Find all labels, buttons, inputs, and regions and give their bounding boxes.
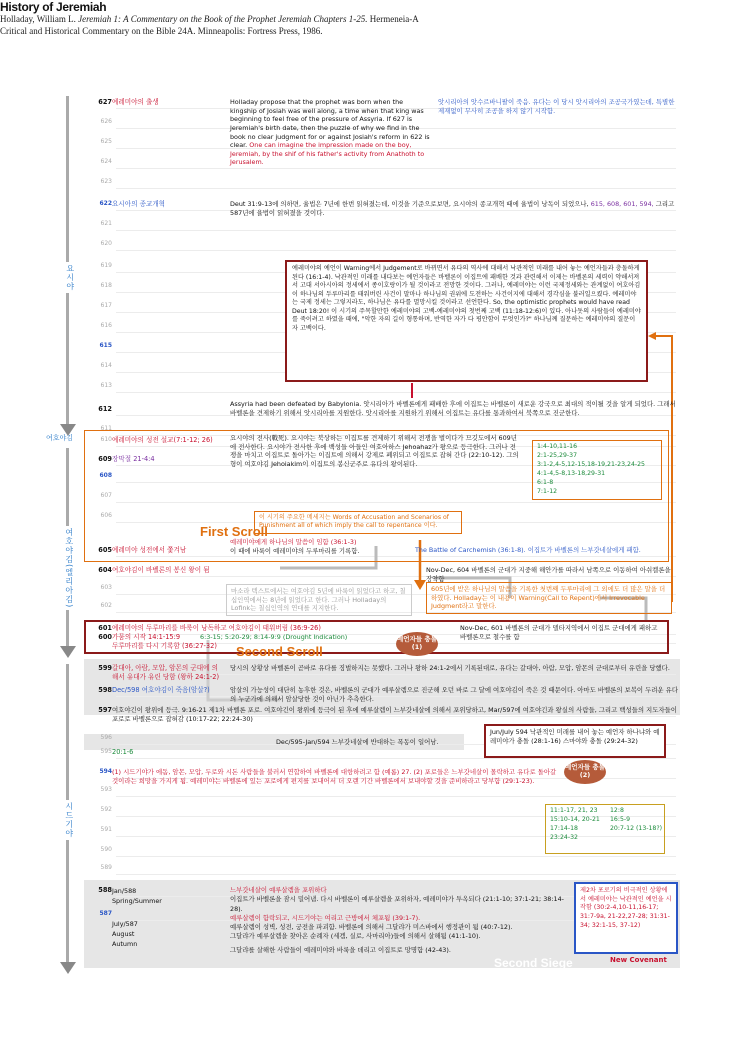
text-605-a: 예레미야에게 하나님의 말씀이 임함 (36:1-3) <box>230 538 357 546</box>
year-611: 611 <box>100 425 112 432</box>
text-601: Nov-Dec, 601 바벨론의 군대가 델타지역에서 이집트 군대에게 패하고 바벨론으로 철수를 함 <box>460 624 658 641</box>
text-605-c: The Battle of Carchemish (36:1-8). 이집트가 바벨론의 느부갓네살에게 패함. <box>415 546 641 554</box>
event-604: 여호야김이 바벨론의 봉신 왕이 됨 <box>112 566 210 574</box>
text-605-b: 이 때에 바룩이 예레미야의 두루마리를 기록함. <box>230 546 360 555</box>
year-607: 607 <box>100 492 112 499</box>
date-587-aug: August <box>112 929 135 938</box>
year-591: 591 <box>100 826 112 833</box>
year-590: 590 <box>100 846 112 853</box>
year-617: 617 <box>100 302 112 309</box>
year-624: 624 <box>100 158 112 165</box>
prophets-clash-1: 예언자들 충돌 (1) <box>396 632 438 656</box>
ref-593-3: 23:24-32 <box>550 833 578 841</box>
year-612: 612 <box>98 405 112 413</box>
text-597: 여호야긴이 왕위에 등극. 9:16-21 제1차 바벨론 포로. 여호야긴이 왕위에 등극이 된 후에 예루살렘이 느부갓네살에 의해서 포위당하고, Mar/597에 여호야긴과 왕실의 사람들, 그리고 백성들의 지도자들이 포로로 바벨론으로 잡혀감 (10:17-22; 22:24-30) <box>112 706 677 723</box>
period-jehoiakim-vlabel: 여호야김(엘리아김) <box>64 528 74 609</box>
text-595-box: Jun/July 594 낙관적인 미래를 내어 놓는 예언자 하나냐와 예레미야가 충돌 (28:1-16) 스마야와 충돌 (29:24-32) <box>490 728 660 745</box>
text-587-r4: 그달랴를 살해한 사람들이 예레미야와 바룩을 데리고 이집트로 망명함 (42-43). <box>230 945 451 954</box>
text-627-red: One can imagine the impression made on the boy, Jeremiah, by the shif of his father's activity from Anathoth to Jerusalem. <box>230 141 425 167</box>
year-609: 609 <box>98 455 112 463</box>
year-627: 627 <box>98 98 112 106</box>
date-588-spring: Spring/Summer <box>112 897 162 906</box>
year-593: 593 <box>100 786 112 793</box>
ref-593-2: 17:14-18 <box>550 824 578 832</box>
ref-609-0: 1:4-10,11-16 <box>537 443 578 450</box>
event-609: 예레미야의 성전 설교(7:1-12; 26) <box>112 436 213 444</box>
text-588-r1: 느부갓네살이 예루살렘을 포위하다 <box>230 886 327 894</box>
second-siege-label: Second Siege <box>494 956 573 970</box>
year-613: 613 <box>100 382 112 389</box>
text-622-a: Deut 31:9-13에 의하면, 율법은 7년에 한번 읽혀졌는데, 이것을 기준으로보면, 요시야의 종교개혁 때에 율법이 낭독이 되었으나, <box>230 200 589 208</box>
text-612 <box>230 400 680 417</box>
event-598: Dec/598 여호야김이 죽음(암살?) <box>112 686 210 694</box>
refs-609 <box>532 440 662 500</box>
ref-609-5: 7:1-12 <box>537 487 558 495</box>
text-622-c: 그리고 587년에 율법이 읽혀졌을 것이다. <box>230 200 675 217</box>
year-608: 608 <box>99 472 112 479</box>
ref-593-0: 11:1-17, 21, 23 <box>550 807 598 814</box>
ref-609-4: 6:1-8 <box>537 478 554 486</box>
period-josiah-label: 요시야 <box>65 264 75 291</box>
event-600: 가뭄의 시작 14:1-15:9 <box>112 633 181 641</box>
citation-book: Jeremiah 1: A Commentary on the Book of the Prophet Jeremiah Chapters 1-25. <box>78 14 368 24</box>
text-596: Dec/595-Jan/594 느부갓네살에 반대하는 폭동이 일어남. <box>276 738 439 746</box>
first-scroll-label: First Scroll <box>200 524 268 539</box>
year-622: 622 <box>99 200 112 207</box>
ref-609-3: 4:1-4,5-8,13-18,29-31 <box>537 469 606 477</box>
text-588-events <box>230 886 570 955</box>
text-609: 요시야의 전사(戰死). 요시야는 북상하는 이집트를 견제하기 위해서 전쟁을 벌이다가 므깃도에서 609년에 전사한다. 요시야가 전사한 후에 백성들 아들인 여호아하스 Jehoahaz가 왕으로 등극한다. 그러나 전쟁을 마치고 이집트로 돌아가는 이집트에 의해서 강제로 폐위되고 이집트로 잡혀 간다 (22:10-12). 그의 형이 여호야김 Jehoiakim이 이집트의 봉신군주로 유다의 왕이된다. <box>230 434 519 468</box>
event-627: 예레미야의 출생 <box>112 98 159 106</box>
year-604: 604 <box>98 566 112 574</box>
year-625: 625 <box>100 138 112 145</box>
event-600c: 두루마리를 다시 기록함 (36:27-32) <box>112 642 217 650</box>
year-600: 600 <box>98 633 112 641</box>
year-619: 619 <box>100 262 112 269</box>
ref-609-2: 3:1-2,4-5,12-15,18-19,21-23,24-25 <box>537 460 645 468</box>
ref-593-4: 12:8 <box>610 807 624 814</box>
box-615-text: 예레미야의 예언이 Warning에서 Judgement로 바뀌면서 유다의 역사에 대해서 낙관적인 미래를 내어 놓는 예언자들과 충돌하게 된다 (16:1-4). 낙관적인 미래를 내다보는 예언자들은 바벨론이 이집트에 패배한 것과 관련해서 이제는 바벨론의 세력이 약해서져서 고대 서아시아의 정세에서 종이호랑이가 될 것이라고 전망한 것이다. 그러나, 예레미야는 이런 국제정세와는 관계없이 여호아김이 하나님의 두루마리를 태워버린 사건이 말마나 하나님의 권위에 도전하는 사건이지에 대해서 경각심을 불러일으켰다. 예레미야는 국제 정세는 그렇지라도, 하나님은 유다를 멸망시킬 것이라고 선언한다. So, the optimistic prophets would have read Deut 18:20! 이 시기의 주목할만한 예레미야의 고백-예레미야의 첫번째 고백 (11:18-12:6)이 있다. 아나돗의 사람들이 예레미야를 죽이려고 하였을 때에, "악한 자의 길이 형통하며, 반역한 자가 다 평안함이 무엇인가?" 하나님께 질문하는 예레미야의 질문이자 고백이다. <box>292 265 641 332</box>
year-620: 620 <box>100 240 112 247</box>
text-587-r1: 예루살렘이 함락되고, 시드기야는 여리고 근방에서 체포됨 (39:1-7). <box>230 913 421 922</box>
year-615: 615 <box>99 342 112 349</box>
box-587-text: 제2차 포로기의 비극적인 상황에서 예레미야는 낙관적인 예언을 시작함 (30:2-4,10-11,16-17; 31:7-9a, 21-22,27-28; 31:31-34; 32:1-15, 37-12) <box>580 887 672 929</box>
prophets-clash-2: 예언자들 충돌 (2) <box>564 760 606 784</box>
text-627-en: Holladay propose that the prophet was born when the kingship of Josiah was well along, a time when that king was beginning to feel free of the pressure of Assyria. If 627 is Jeremiah's birth date, then the puzzle of why we find in the book no clear judgment for or against Josiah's reform in 622 is clear. <box>230 98 430 150</box>
page-title: History of Jeremiah <box>0 0 107 14</box>
year-596: 596 <box>100 734 112 741</box>
year-589: 589 <box>100 864 112 871</box>
text-588-r2: 이집트가 바벨론을 잠시 밀어냄. 다시 바벨론이 예루살렘을 포위하자, 예레미야가 투옥되다 (21:1-10; 37:1-21; 38:14-28). <box>230 895 564 913</box>
date-587-autumn: Autumn <box>112 940 138 948</box>
box-595 <box>484 724 666 758</box>
year-598: 598 <box>98 686 112 694</box>
ref-593-6: 20:7-12 (13-18?) <box>610 824 663 832</box>
text-599: 당시의 상황상 바벨론이 곧바로 유다를 징벌하지는 못했다. 그러나 왕하 24:1-2에서 기록된대로, 유다는 갈대아, 아람, 모압, 암몬의 군대로부터 유린을 당했다. <box>230 664 670 672</box>
event-595: 20:1-6 <box>112 748 134 756</box>
event-601: 예레미야의 두루마리를 바룩이 낭독하고 여호야김이 태워버림 (36:9-26) <box>112 624 321 632</box>
text-602-gray: 마소라 텍스트에서는 여호야김 5년에 바룩이 읽었다고 하고, 칠십인역에서는 8년에 읽었다고 한다. 그러나 Holladay의 Lofink는 칠십인역의 연대를 지지한다. <box>226 584 412 616</box>
event-599: 갈대아, 아람, 모압, 암몬의 군대에 의해서 유대가 유린 당함 (왕하 24:1-2) <box>112 664 220 681</box>
refs-593-col1 <box>550 807 600 843</box>
period-jehoiakim-label: 여호야김 <box>46 434 74 442</box>
new-covenant-label: New Covenant <box>610 956 667 964</box>
year-623: 623 <box>100 178 112 185</box>
citation-author: Holladay, William L. <box>0 14 79 24</box>
text-588-dates <box>112 886 162 949</box>
box-587 <box>574 882 678 954</box>
year-610: 610 <box>100 436 112 443</box>
year-621: 621 <box>100 220 112 227</box>
year-592: 592 <box>100 806 112 813</box>
refs-593-col2 <box>610 807 662 834</box>
event-600b: 6:3-15; 5:20-29; 8:14-9:9 (Drought Indication) <box>200 633 348 641</box>
year-595: 595 <box>100 748 112 755</box>
ref-593-1: 15:10-14, 20-21 <box>550 815 600 823</box>
second-scroll-label: Second Scroll <box>236 644 323 659</box>
text-594: (1) 시드기야가 에돔, 암몬, 모압, 두로와 시돈 사람들을 불러서 연합하여 바벨론에 대항하려고 함 (예롬) 27. (2) 포로들은 느부갓네살이 몰락하고 유다로 돌아갈 것이라는 희망을 가지게 됨. 예레미야는 바벨론에 있는 포로에게 편지를 보내어서 더 오랜 기간 바벨론에서 보내야할 것을 준비하라고 당부함 (29:1-23). <box>112 768 557 785</box>
year-605: 605 <box>98 546 112 554</box>
citation-rest: Hermeneia-A Critical and Historical Commentary on the Bible 24A. Minneapolis: Fortress Press, 1986. <box>0 14 419 36</box>
date-587-july: July/587 <box>112 919 138 928</box>
text-605 <box>230 538 430 555</box>
event-608: 장막절 21-4:4 <box>112 455 155 463</box>
year-616: 616 <box>100 322 112 329</box>
text-627-k: 앗시리아의 앗수르바니팔이 죽음. 유다는 이 당시 앗시리아의 조공국가였는데, 특별한 제재없이 무사히 조공을 하지 않기 시작함. <box>438 98 675 115</box>
ref-593-5: 16:5-9 <box>610 815 631 823</box>
year-588: 588 <box>98 886 112 894</box>
year-614: 614 <box>100 362 112 369</box>
date-588-jan: Jan/588 <box>112 887 137 895</box>
year-603: 603 <box>100 584 112 591</box>
text-598: 암살의 가능성이 대단히 농후한 것은, 바벨론의 군대가 예루살렘으로 진군해 오던 바로 그 달에 여호야김이 죽은 것 때문이다. 아마도 바벨론의 보복이 두려운 유다의 누군가에 의해서 암살당한 것이 아닌가 추측한다. <box>230 686 678 703</box>
year-602: 602 <box>100 602 112 609</box>
event-622: 요시아의 종교개혁 <box>112 200 166 208</box>
refs-593 <box>545 804 665 854</box>
text-603: 605년에 받은 하나님의 말씀을 기록한 첫번째 두루마리에 그 외에도 더 많은 말을 더하였다. Holladay는 이 내용이 Warning(Call to Repent)에서 Irrevocable Judgment라고 말한다. <box>426 582 672 614</box>
text-587-r2: 예루살렘이 성벽, 성전, 궁전을 파괴함. 바벨론에 의해서 그달랴가 미스바에서 행정관이 됨 (40:7-12). <box>230 923 513 932</box>
text-612-a: Assyria had been defeated by Babylonia. 앗시리아가 바벨론에게 패배한 후에 이집트는 바벨론이 새로운 강국으로 최대의 적이될 것을 알게 되었다. 그래서 바벨론을 견제하기 위해서 앗시리아를 지원한다. 앗시리아를 지원하기 위해서 이집트는 유다를 통과하여서 북쪽으로 진군한다. <box>230 400 676 417</box>
year-606: 606 <box>100 512 112 519</box>
text-587-r3: 그달랴가 예루살렘을 찾아온 순례자 (세겜, 실로, 사마리아)들에 의해서 살해됨 (41:1-10). <box>230 932 481 941</box>
event-605: 예레미야 성전에서 쫓겨남 <box>112 546 187 554</box>
text-604: Nov-Dec, 604 바벨론의 군대가 지중해 해안가를 따라서 남쪽으로 이동하여 아쉬켈론을 장악함 <box>426 566 671 583</box>
ref-609-1: 2:1-25,29-37 <box>537 451 578 459</box>
year-626: 626 <box>100 118 112 125</box>
year-587: 587 <box>99 910 112 917</box>
year-597: 597 <box>98 706 112 714</box>
year-599: 599 <box>98 664 112 672</box>
year-601: 601 <box>98 624 112 632</box>
note-607: 이 시기의 주요한 메세지는 Words of Accusation and Scenarios of Punishment all of which imply the call to repentance 이다. <box>254 511 462 534</box>
text-622-b: 615, 608, 601, 594, <box>590 200 654 208</box>
first-siege-label: First Siege <box>310 716 372 730</box>
year-618: 618 <box>100 282 112 289</box>
period-zedekiah-label: 시드기야 <box>64 802 74 838</box>
year-594: 594 <box>99 768 112 775</box>
